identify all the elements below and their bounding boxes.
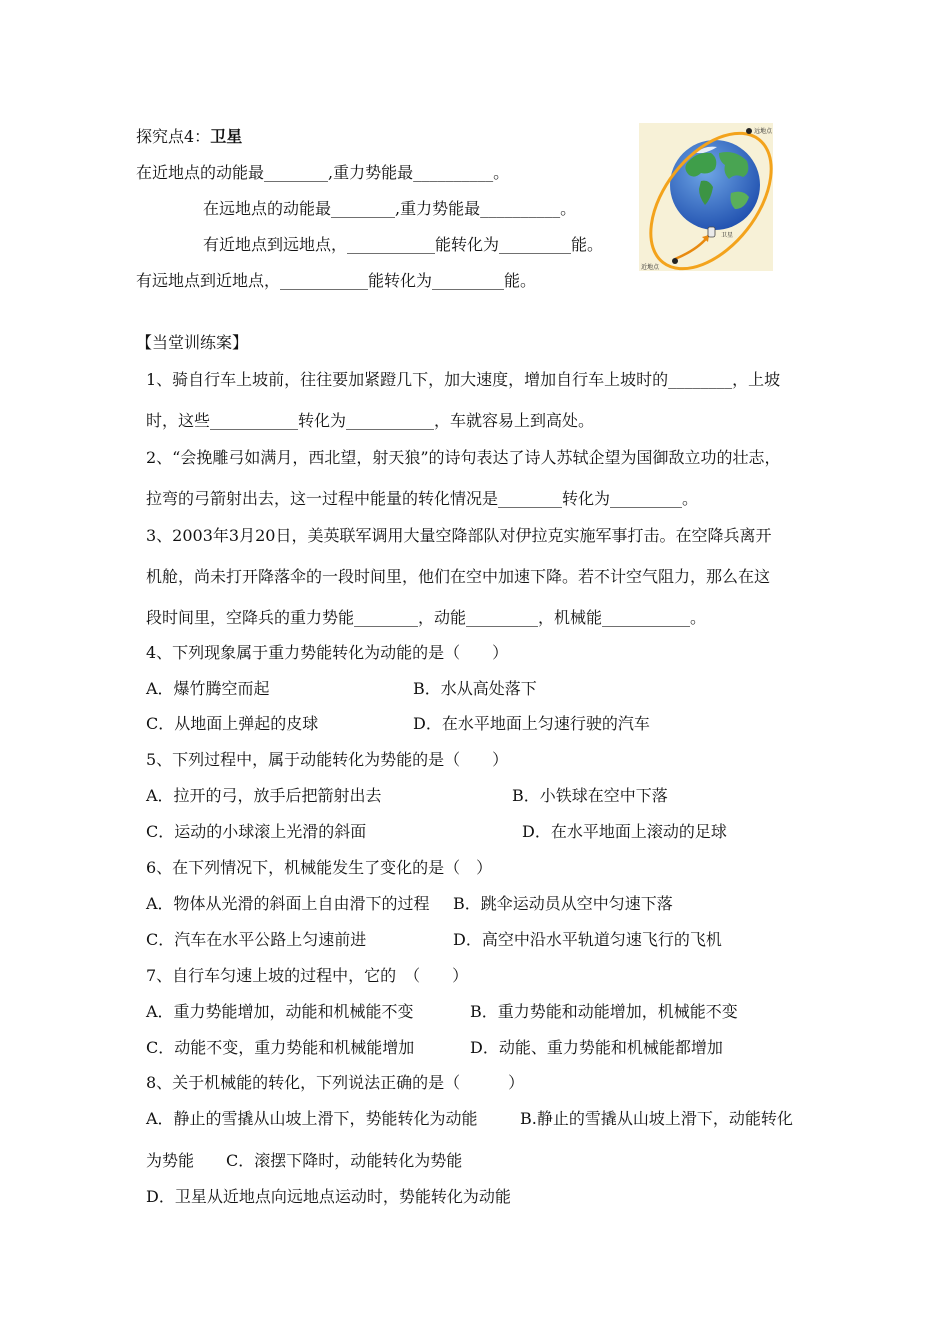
q8-option-a: A．静止的雪撬从山坡上滑下，势能转化为动能: [146, 1109, 478, 1128]
q4-option-b: B．水从高处落下: [413, 679, 537, 698]
satellite-icon: [708, 227, 715, 237]
q4-stem: 4、下列现象属于重力势能转化为动能的是（ ）: [146, 643, 509, 662]
section-title: [136, 127, 242, 147]
q5-option-d: D．在水平地面上滚动的足球: [522, 822, 727, 841]
satellite-label: 卫星: [721, 232, 734, 239]
earth-icon: [670, 140, 760, 230]
q5-option-c: C．运动的小球滚上光滑的斜面: [146, 822, 367, 841]
q6-option-c: C．汽车在水平公路上匀速前进: [146, 930, 367, 949]
satellite-line-1: 在近地点的动能最________,重力势能最__________。: [136, 163, 510, 182]
q8-stem: 8、关于机械能的转化，下列说法正确的是（ ）: [146, 1073, 525, 1092]
q4-option-c: C．从地面上弹起的皮球: [146, 714, 319, 733]
satellite-orbit-figure: [639, 123, 773, 271]
far-label: 远地点: [754, 128, 773, 135]
q1-line-2: 时，这些___________转化为___________，车就容易上到高处。: [146, 411, 595, 430]
satellite-line-3: 有近地点到远地点，___________能转化为_________能。: [203, 235, 604, 254]
q7-option-d: D．动能、重力势能和机械能都增加: [470, 1038, 723, 1057]
q8-option-b-cont: 为势能 C．滚摆下降时，动能转化为势能: [146, 1151, 463, 1170]
apogee-dot-icon: [746, 128, 752, 134]
q6-stem: 6、在下列情况下，机械能发生了变化的是（ ）: [146, 858, 493, 877]
q4-option-a: A．爆竹腾空而起: [146, 679, 270, 698]
q7-option-c: C．动能不变，重力势能和机械能增加: [146, 1038, 415, 1057]
q2-line-1: 2、“会挽雕弓如满月，西北望，射天狼”的诗句表达了诗人苏轼企望为国御敌立功的壮志，: [146, 448, 781, 467]
q6-option-a: A．物体从光滑的斜面上自由滑下的过程: [146, 894, 430, 913]
section-title-bold: 卫星: [210, 127, 243, 146]
q6-option-d: D．高空中沿水平轨道匀速飞行的飞机: [453, 930, 722, 949]
satellite-line-4: 有远地点到近地点，___________能转化为_________能。: [136, 271, 537, 290]
q8-option-b: B.静止的雪撬从山坡上滑下，动能转化: [520, 1109, 793, 1128]
q7-option-a: A．重力势能增加，动能和机械能不变: [146, 1002, 414, 1021]
q4-option-d: D．在水平地面上匀速行驶的汽车: [413, 714, 650, 733]
q5-option-b: B．小铁球在空中下落: [512, 786, 668, 805]
q3-line-3: 段时间里，空降兵的重力势能________，动能_________，机械能___________。: [146, 608, 707, 627]
q2-line-2: 拉弯的弓箭射出去，这一过程中能量的转化情况是________转化为_________。: [146, 489, 699, 508]
satellite-line-2: 在远地点的动能最________,重力势能最__________。: [203, 199, 577, 218]
perigee-dot-icon: [672, 258, 678, 264]
earth-orbit-illustration: [639, 123, 773, 271]
q5-option-a: A．拉开的弓，放手后把箭射出去: [146, 786, 382, 805]
section-title-prefix: 探究点4：: [136, 127, 211, 146]
q7-option-b: B．重力势能和动能增加，机械能不变: [470, 1002, 738, 1021]
training-heading: 【当堂训练案】: [136, 333, 249, 352]
orbit-arrow-icon: [675, 235, 709, 259]
near-label: 近地点: [641, 264, 660, 271]
q1-line-1: 1、骑自行车上坡前，往往要加紧蹬几下，加大速度，增加自行车上坡时的________，上坡: [146, 370, 781, 389]
q3-line-1: 3、2003年3月20日，美英联军调用大量空降部队对伊拉克实施军事打击。在空降兵离开: [146, 526, 772, 545]
q6-option-b: B．跳伞运动员从空中匀速下落: [453, 894, 673, 913]
q8-option-d: D．卫星从近地点向远地点运动时，势能转化为动能: [146, 1187, 511, 1206]
q7-stem: 7、自行车匀速上坡的过程中，它的 （ ）: [146, 966, 469, 985]
q3-line-2: 机舱，尚未打开降落伞的一段时间里，他们在空中加速下降。若不计空气阻力，那么在这: [146, 567, 771, 586]
q5-stem: 5、下列过程中，属于动能转化为势能的是（ ）: [146, 750, 509, 769]
